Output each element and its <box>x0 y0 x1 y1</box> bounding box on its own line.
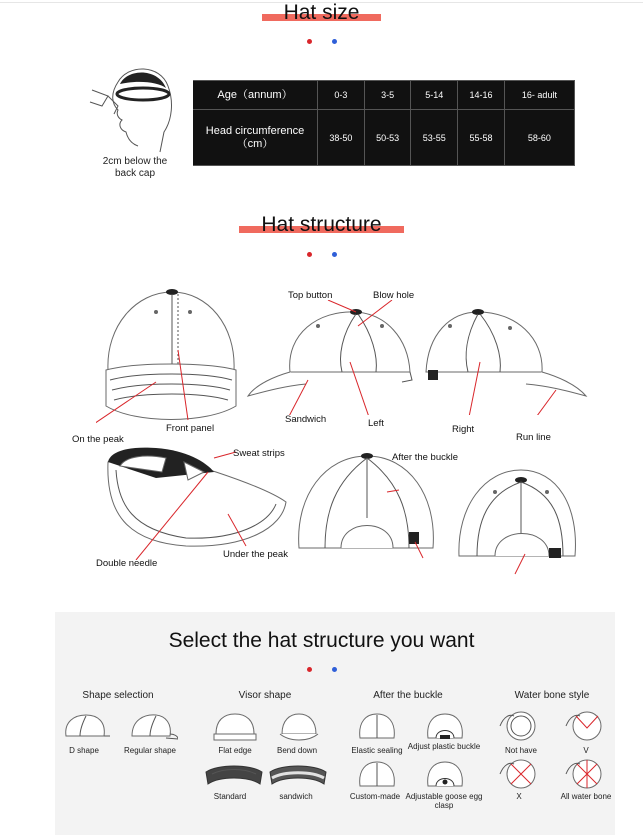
face-outline <box>113 82 138 146</box>
option-regular-shape[interactable]: Regular shape <box>123 746 177 755</box>
label-double-needle: Double needle <box>96 558 158 569</box>
standard-visor-option[interactable] <box>204 762 264 792</box>
option-adjustable-goose-egg-clasp[interactable]: Adjustable goose egg clasp <box>405 792 483 810</box>
circumference-cell: 38-50 <box>318 110 365 166</box>
water-bone-v-option[interactable] <box>564 710 610 742</box>
measure-caption <box>93 156 177 180</box>
cap-left-view <box>246 300 426 415</box>
age-cell: 16- adult <box>504 81 574 110</box>
peak <box>106 364 236 420</box>
hat-structure-heading <box>0 214 643 236</box>
hat-size-heading <box>0 2 643 24</box>
cap-front-view <box>96 286 246 436</box>
option-custom-made[interactable]: Custom-made <box>349 792 401 801</box>
label-on-the-peak: On the peak <box>72 434 124 445</box>
water-bone-all-option[interactable] <box>564 758 610 790</box>
heading-shape-selection: Shape selection <box>82 690 154 701</box>
age-cell: 5-14 <box>411 81 458 110</box>
water-bone-x-option[interactable] <box>498 758 544 790</box>
circumference-header: Head circumference （cm） <box>193 110 318 166</box>
age-cell: 14-16 <box>458 81 505 110</box>
cap-back-view-2 <box>455 466 580 576</box>
blue-dot <box>332 667 337 672</box>
pointer-top-button <box>328 300 356 312</box>
select-structure-heading <box>0 630 643 652</box>
select-structure-title: Select the hat structure you want <box>163 630 481 652</box>
label-sandwich: Sandwich <box>285 414 327 425</box>
blue-dot <box>332 252 337 257</box>
buckle-icon <box>428 370 438 380</box>
option-sandwich[interactable]: sandwich <box>279 792 313 801</box>
label-right: Right <box>452 424 475 435</box>
circumference-cell: 58-60 <box>504 110 574 166</box>
option-bend-down[interactable]: Bend down <box>276 746 318 755</box>
label-sweat-strips: Sweat strips <box>233 448 285 459</box>
measuring-hand <box>90 90 108 106</box>
option-x[interactable]: X <box>516 792 522 801</box>
bend-down-option[interactable] <box>276 712 322 742</box>
label-under-the-peak: Under the peak <box>223 549 288 560</box>
label-run-line: Run line <box>516 432 551 443</box>
circumference-cell: 50-53 <box>364 110 411 166</box>
measure-caption-line2: back cap <box>114 168 156 179</box>
label-left: Left <box>368 418 384 429</box>
cap-right-view <box>420 300 590 415</box>
cap-back-view <box>295 452 440 562</box>
elastic-sealing-option[interactable] <box>356 712 398 742</box>
eyelet-icon <box>154 310 158 314</box>
circumference-cell: 55-58 <box>458 110 505 166</box>
label-blow-hole: Blow hole <box>373 290 415 301</box>
age-cell: 3-5 <box>364 81 411 110</box>
adjust-plastic-buckle-option[interactable] <box>424 712 466 742</box>
option-all-water-bone[interactable]: All water bone <box>560 792 612 801</box>
regular-shape-option[interactable] <box>126 712 178 740</box>
crown <box>426 312 542 372</box>
age-cell: 0-3 <box>318 81 365 110</box>
label-top-button: Top button <box>288 290 333 301</box>
hat-structure-dots <box>0 252 643 260</box>
heading-water-bone-style: Water bone style <box>514 690 590 701</box>
option-not-have[interactable]: Not have <box>504 746 538 755</box>
red-dot <box>307 252 312 257</box>
d-shape-option[interactable] <box>60 712 110 740</box>
goose-egg-clasp-option[interactable] <box>424 760 466 790</box>
pointer-run-line <box>534 390 556 415</box>
label-after-the-buckle: After the buckle <box>392 452 459 463</box>
hair <box>120 72 166 88</box>
peak <box>526 372 586 396</box>
option-standard[interactable]: Standard <box>213 792 247 801</box>
water-bone-none-option[interactable] <box>498 710 544 742</box>
hat-size-dots <box>0 39 643 47</box>
buckle-icon <box>409 532 419 544</box>
size-table <box>193 80 575 166</box>
select-structure-dots <box>0 667 643 675</box>
heading-after-the-buckle: After the buckle <box>373 690 443 701</box>
option-d-shape[interactable]: D shape <box>69 746 99 755</box>
heading-visor-shape: Visor shape <box>238 690 292 701</box>
red-dot <box>307 39 312 44</box>
circumference-row <box>193 110 575 166</box>
option-adjust-plastic-buckle[interactable]: Adjust plastic buckle <box>407 742 481 751</box>
tape-measure <box>117 88 169 100</box>
peak <box>248 372 306 396</box>
red-dot <box>307 667 312 672</box>
cap-under-view <box>96 442 296 560</box>
hat-structure-title: Hat structure <box>255 214 387 236</box>
blue-dot <box>332 39 337 44</box>
age-header: Age（annum） <box>193 81 318 110</box>
custom-made-option[interactable] <box>356 760 398 790</box>
label-front-panel: Front panel <box>166 423 215 434</box>
measure-caption-line1: 2cm below the <box>102 156 168 167</box>
option-v[interactable]: V <box>583 746 589 755</box>
circumference-cell: 53-55 <box>411 110 458 166</box>
option-elastic-sealing[interactable]: Elastic sealing <box>351 746 403 755</box>
sandwich-visor-option[interactable] <box>268 762 328 792</box>
crown <box>108 292 234 370</box>
age-row <box>193 81 575 110</box>
hat-size-title: Hat size <box>278 2 366 24</box>
option-flat-edge[interactable]: Flat edge <box>218 746 252 755</box>
flat-edge-option[interactable] <box>212 712 258 742</box>
head-measure-illustration <box>88 62 178 157</box>
